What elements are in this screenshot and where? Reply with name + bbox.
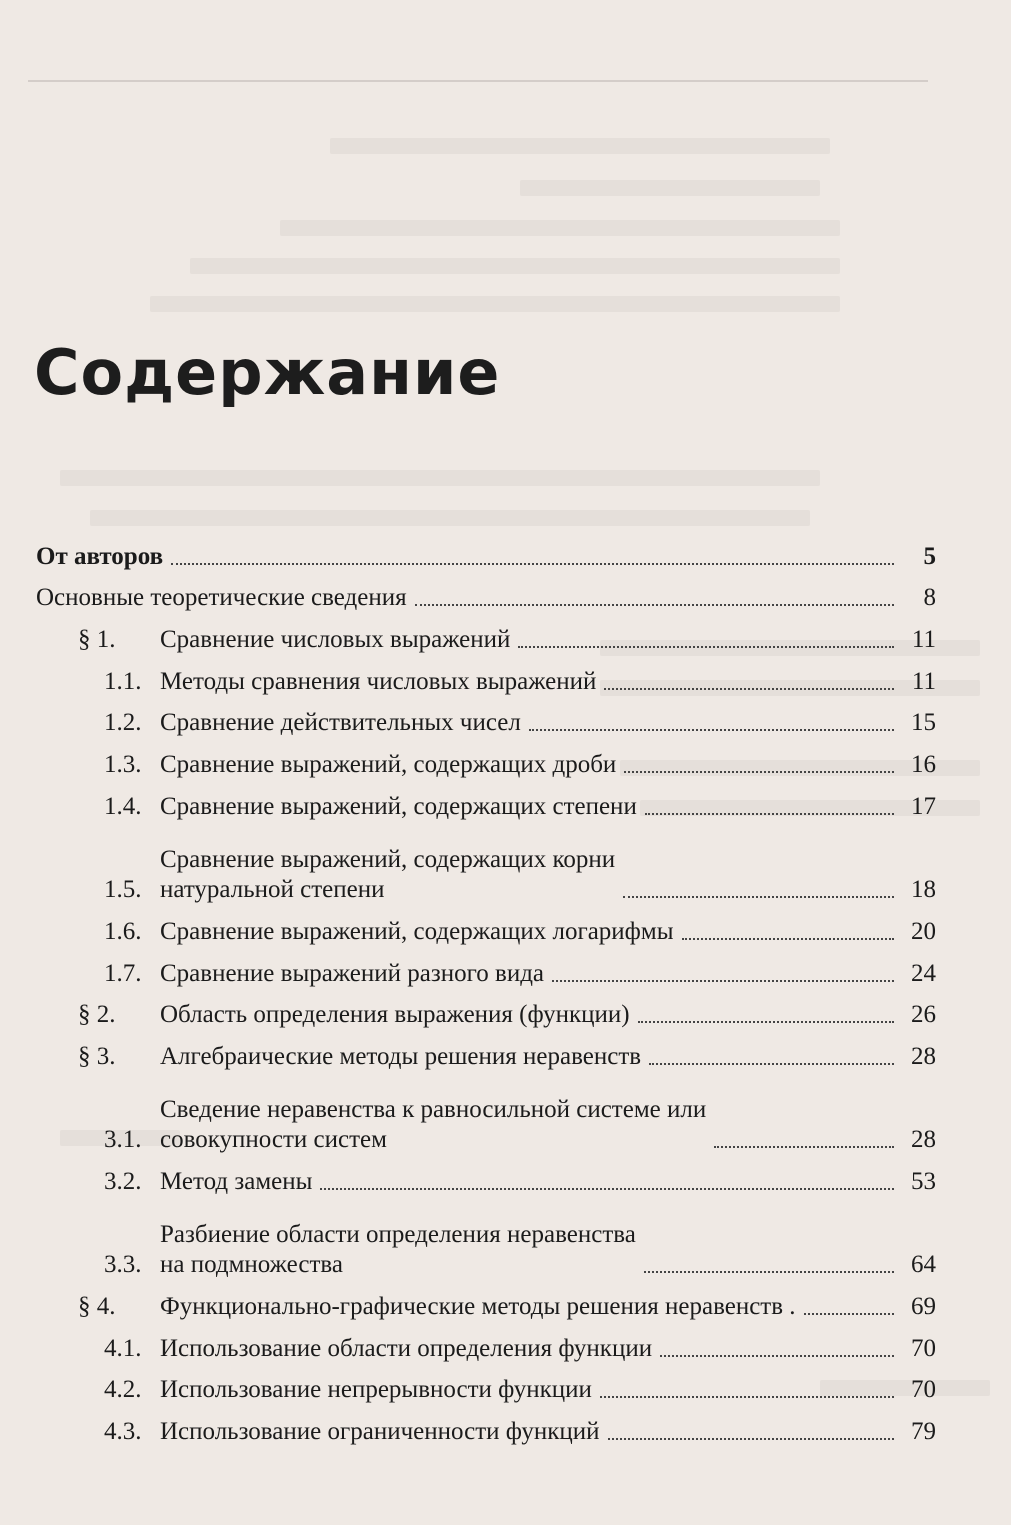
toc-entry-number: 1.4. — [104, 792, 142, 820]
toc-entry — [36, 572, 936, 614]
toc-leader-dots — [608, 1438, 894, 1440]
toc-entry — [36, 1072, 936, 1155]
toc-entry-title — [160, 959, 544, 989]
toc-entry-number: 1.5. — [104, 876, 142, 904]
toc-entry-title — [160, 1417, 600, 1447]
toc-page-number: 28 — [911, 1126, 936, 1154]
toc-entry-title — [160, 667, 596, 697]
toc-entry-title — [36, 542, 163, 572]
toc-entry — [36, 613, 936, 655]
toc-page-number: 70 — [911, 1376, 936, 1404]
toc-leader-dots — [623, 896, 894, 898]
toc-entry-title-line: От авторов — [36, 542, 164, 570]
toc-page-number: 28 — [911, 1042, 936, 1070]
toc-leader-dots — [604, 688, 894, 690]
toc-entry-title-line: Метод замены — [160, 1168, 313, 1196]
toc-page-number: 8 — [923, 584, 936, 612]
toc-entry-number: 3.3. — [104, 1251, 142, 1279]
toc-entry — [36, 780, 936, 822]
toc-entry — [36, 530, 936, 572]
toc-entry-title — [160, 1334, 652, 1364]
toc-entry — [36, 989, 936, 1031]
toc-entry-title-line: Использование ограниченности функций — [160, 1418, 600, 1446]
toc-entry-title — [36, 583, 407, 613]
toc-entry-title-line: Сведение неравенства к равносильной системе или — [160, 1096, 707, 1124]
toc-entry-title — [160, 708, 521, 738]
toc-entry-title-line: Сравнение выражений, содержащих степени — [160, 792, 637, 820]
toc-leader-dots — [638, 1021, 894, 1023]
toc-entry-title-line: Алгебраические методы решения неравенств — [160, 1042, 642, 1070]
toc-page-number: 16 — [911, 751, 936, 779]
toc-entry-title-line: Методы сравнения числовых выражений — [160, 667, 597, 695]
toc-leader-dots — [682, 938, 895, 940]
toc-entry-number: 3.2. — [104, 1168, 142, 1196]
toc-entry — [36, 1155, 936, 1197]
toc-entry-title-line: Сравнение действительных чисел — [160, 709, 521, 737]
toc-leader-dots — [645, 813, 894, 815]
page-title: Содержание — [34, 336, 501, 409]
toc-entry-title — [160, 750, 616, 780]
toc-page-number: 24 — [911, 959, 936, 987]
toc-entry-title — [160, 625, 510, 655]
toc-page-number: 26 — [911, 1001, 936, 1029]
toc-entry-number: § 1. — [78, 626, 116, 654]
toc-page-number: 18 — [911, 876, 936, 904]
toc-entry — [36, 1280, 936, 1322]
toc-leader-dots — [518, 646, 894, 648]
toc-leader-dots — [320, 1188, 894, 1190]
toc-entry-number: 1.6. — [104, 917, 142, 945]
toc-entry-title-line: Разбиение области определения неравенства — [160, 1221, 636, 1249]
toc-entry-number: 1.1. — [104, 667, 142, 695]
toc-entry-title-line: Основные теоретические сведения — [36, 584, 407, 612]
toc-entry-number: 4.3. — [104, 1418, 142, 1446]
toc-page-number: 20 — [911, 917, 936, 945]
toc-entry-number: § 2. — [78, 1001, 116, 1029]
toc-leader-dots — [552, 980, 894, 982]
toc-page-number: 70 — [911, 1334, 936, 1362]
toc-leader-dots — [415, 604, 894, 606]
toc-page-number: 79 — [911, 1418, 936, 1446]
toc-entry-title — [160, 1042, 641, 1072]
toc-entry-title — [160, 1375, 592, 1405]
toc-leader-dots — [649, 1063, 894, 1065]
toc-entry-title-line: совокупности систем — [160, 1126, 387, 1154]
toc-entry — [36, 1197, 936, 1280]
toc-entry-number: 1.7. — [104, 959, 142, 987]
toc-page-number: 11 — [911, 667, 936, 695]
toc-entry-number: 1.2. — [104, 709, 142, 737]
toc-entry-title-line: Использование непрерывности функции — [160, 1376, 592, 1404]
toc-entry-title-line: Сравнение выражений, содержащих логарифмы — [160, 917, 674, 945]
toc-entry — [36, 1322, 936, 1364]
toc-entry-title-line: Сравнение выражений, содержащих дроби — [160, 751, 617, 779]
toc-leader-dots — [644, 1271, 894, 1273]
toc-entry-title — [160, 792, 637, 822]
toc-entry-title — [160, 1167, 312, 1197]
table-of-contents — [36, 530, 936, 1447]
toc-entry-number: 4.2. — [104, 1376, 142, 1404]
toc-entry — [36, 1030, 936, 1072]
toc-entry-title-line: натуральной степени — [160, 876, 385, 904]
toc-page-number: 69 — [911, 1293, 936, 1321]
toc-leader-dots — [624, 771, 894, 773]
toc-leader-dots — [714, 1146, 894, 1148]
toc-entry-title-line: Использование области определения функции — [160, 1334, 653, 1362]
toc-page-number: 17 — [911, 792, 936, 820]
toc-entry — [36, 738, 936, 780]
toc-entry-number: 1.3. — [104, 751, 142, 779]
toc-entry — [36, 822, 936, 905]
toc-leader-dots — [600, 1396, 894, 1398]
toc-entry-title — [160, 1000, 630, 1030]
toc-entry-title-line: Область определения выражения (функции) — [160, 1001, 630, 1029]
toc-entry-title — [160, 1095, 706, 1155]
toc-entry — [36, 1405, 936, 1447]
toc-leader-dots — [171, 563, 894, 565]
toc-entry-title-line: Сравнение числовых выражений — [160, 626, 511, 654]
toc-entry-number: 3.1. — [104, 1126, 142, 1154]
toc-entry-title-line: Сравнение выражений, содержащих корни — [160, 846, 616, 874]
toc-entry — [36, 697, 936, 739]
toc-entry-number: § 4. — [78, 1293, 116, 1321]
toc-page-number: 53 — [911, 1168, 936, 1196]
toc-leader-dots — [804, 1313, 894, 1315]
toc-entry — [36, 1364, 936, 1406]
toc-entry-title-line: Функционально-графические методы решения неравенств . — [160, 1293, 796, 1321]
toc-entry-title — [160, 845, 615, 905]
toc-entry — [36, 947, 936, 989]
toc-entry — [36, 905, 936, 947]
toc-entry-number: § 3. — [78, 1042, 116, 1070]
toc-page-number: 11 — [911, 626, 936, 654]
toc-entry-title — [160, 1292, 796, 1322]
toc-entry-title-line: Сравнение выражений разного вида — [160, 959, 545, 987]
toc-leader-dots — [529, 729, 894, 731]
toc-page-number: 5 — [923, 542, 936, 570]
toc-entry — [36, 655, 936, 697]
toc-entry-title — [160, 1220, 636, 1280]
toc-leader-dots — [660, 1355, 894, 1357]
toc-entry-number: 4.1. — [104, 1334, 142, 1362]
toc-entry-title — [160, 917, 674, 947]
toc-entry-title-line: на подмножества — [160, 1251, 343, 1279]
toc-page-number: 15 — [911, 709, 936, 737]
toc-page-number: 64 — [911, 1251, 936, 1279]
